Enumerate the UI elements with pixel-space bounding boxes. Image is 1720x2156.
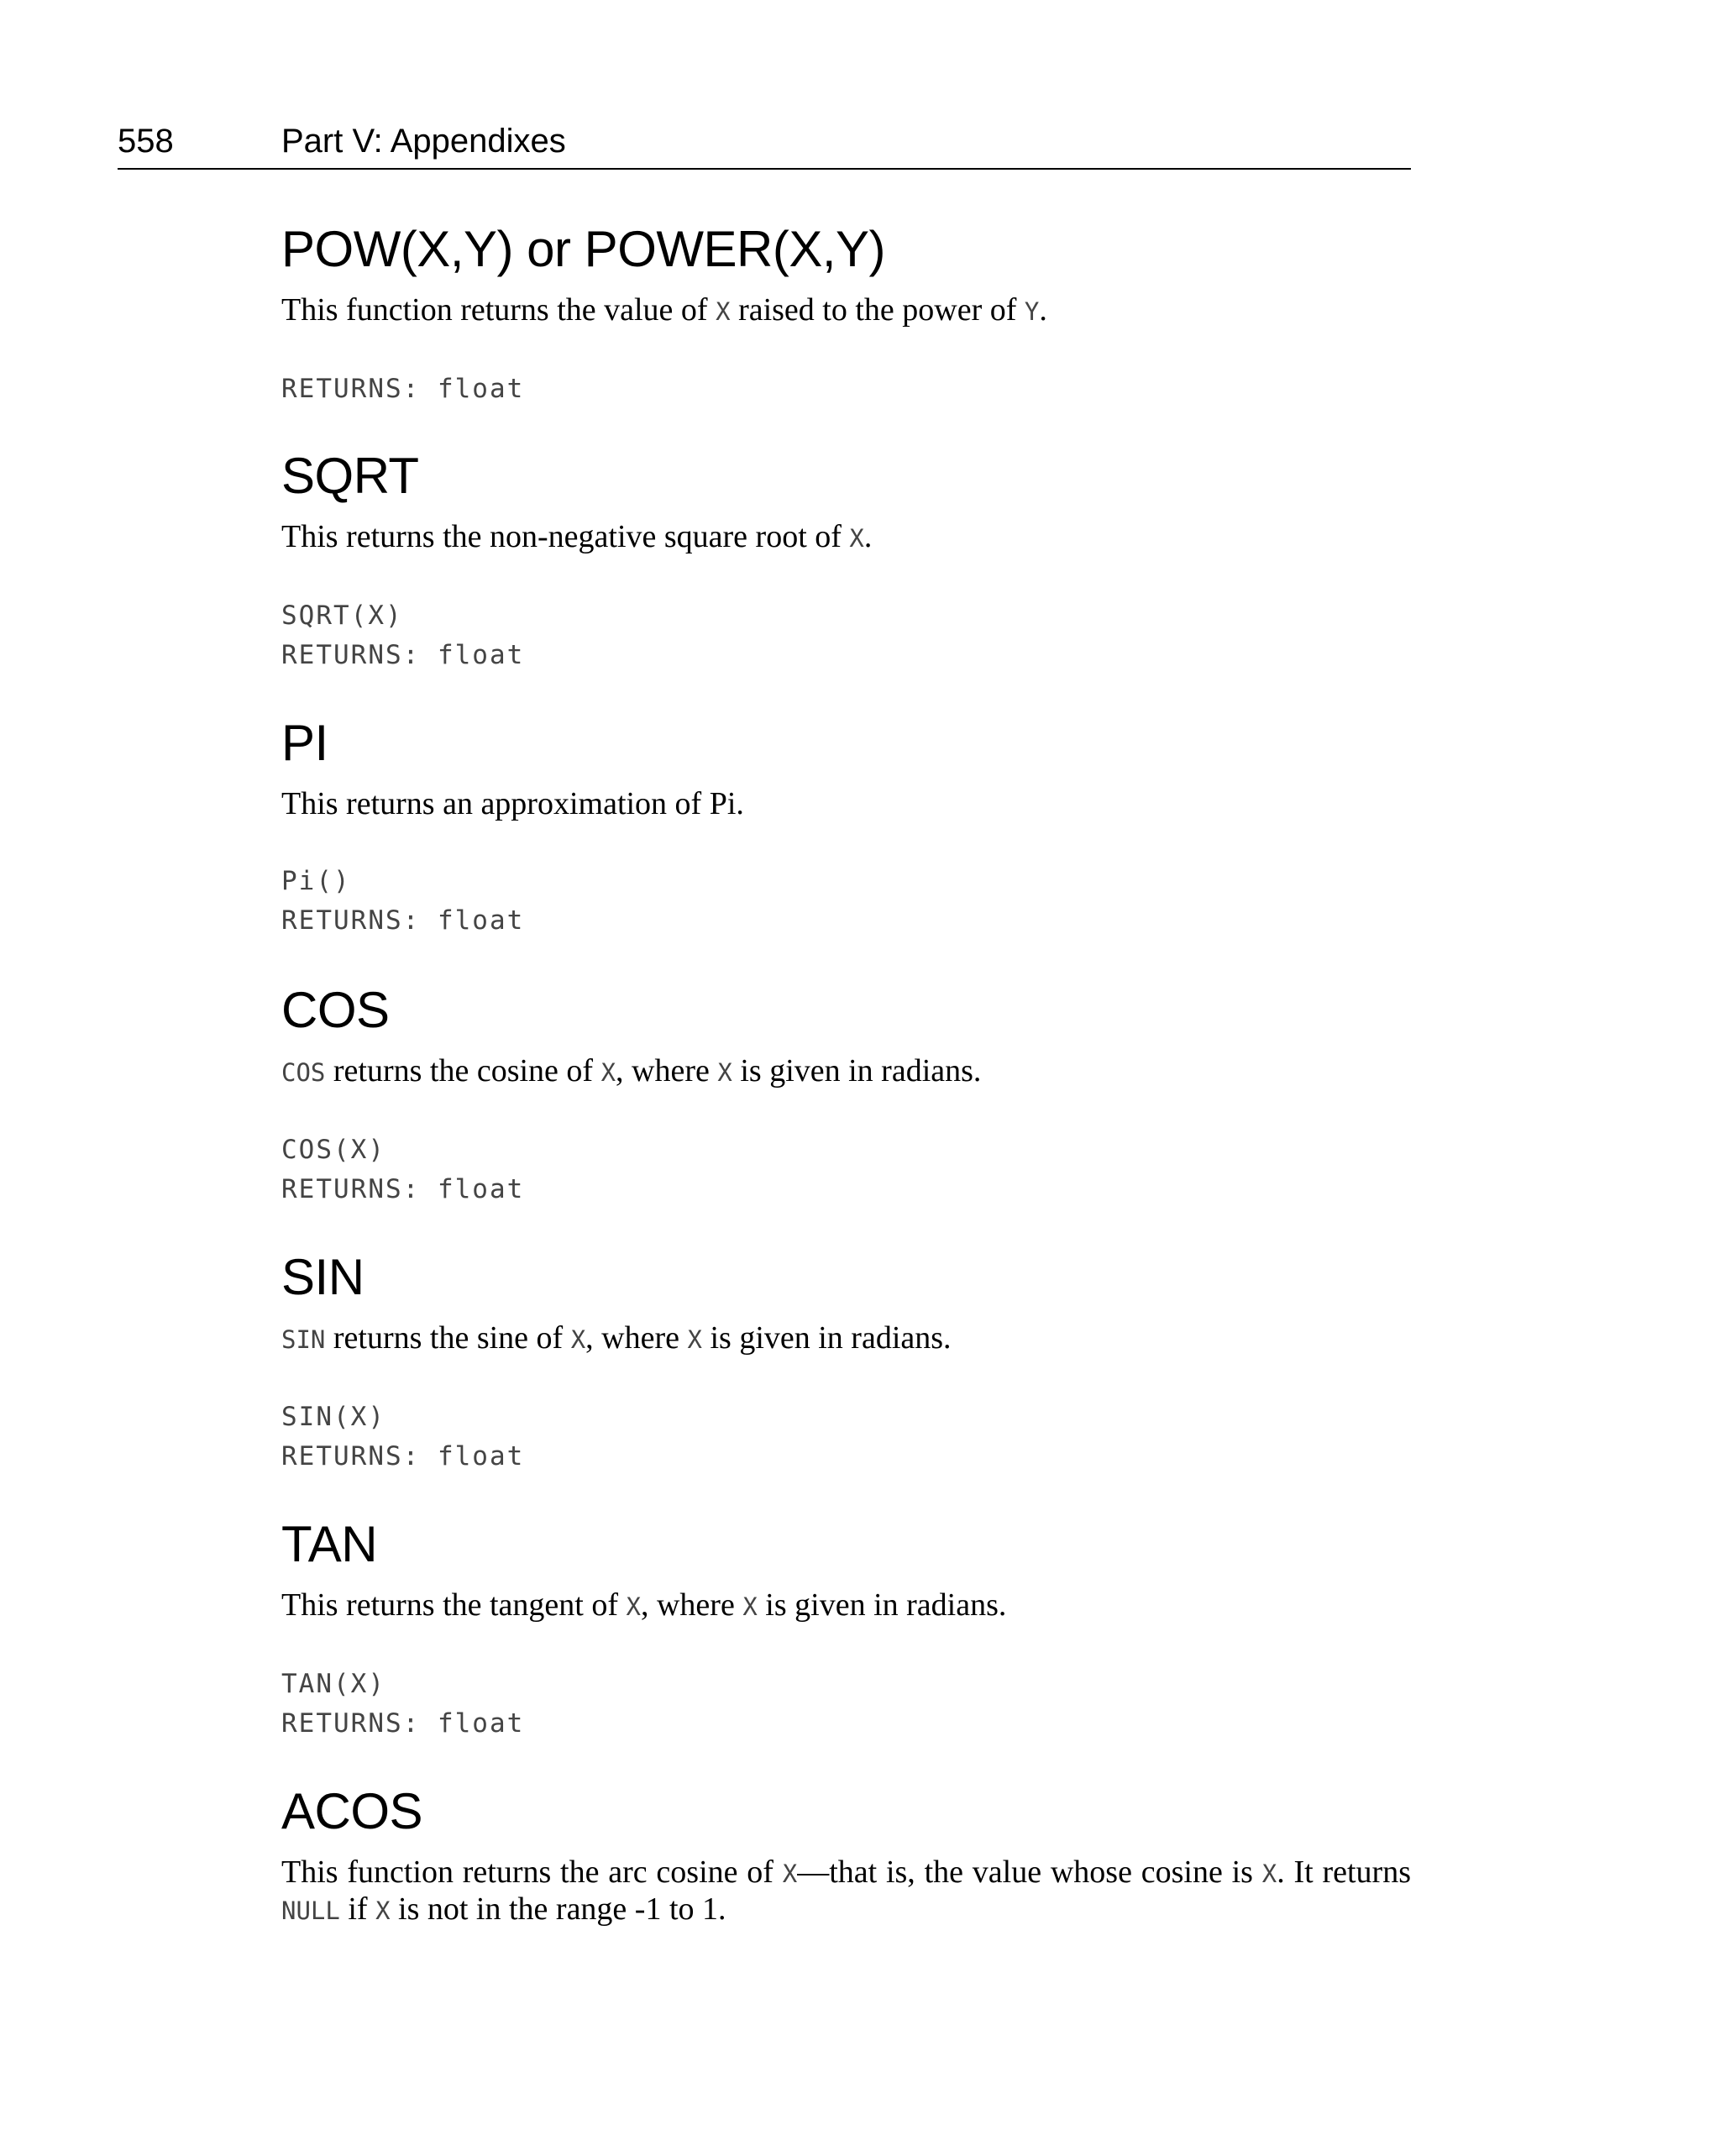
inline-code: SIN xyxy=(281,1325,326,1354)
section-title: COS xyxy=(281,982,390,1038)
code-line: RETURNS: float xyxy=(281,1441,525,1471)
section-description xyxy=(281,1854,1411,1928)
inline-code: COS xyxy=(281,1058,326,1087)
description-text: This function returns the value of xyxy=(281,292,716,328)
code-block xyxy=(281,1130,1411,1209)
code-line: SIN(X) xyxy=(281,1402,385,1432)
code-line: SQRT(X) xyxy=(281,601,403,631)
code-line: Pi() xyxy=(281,866,351,896)
inline-code: X xyxy=(626,1592,641,1621)
running-title: Part V: Appendixes xyxy=(281,123,566,160)
section-title: SIN xyxy=(281,1249,364,1305)
section-tan xyxy=(281,1515,1411,1772)
section-pow xyxy=(281,220,1411,438)
section-sin xyxy=(281,1248,1411,1505)
section-acos xyxy=(281,1782,1411,1969)
description-text: returns the sine of xyxy=(325,1320,571,1356)
description-text: This returns an approximation of Pi. xyxy=(281,786,744,821)
code-line: RETURNS: float xyxy=(281,640,525,670)
section-title: PI xyxy=(281,715,328,771)
description-text: is given in radians. xyxy=(701,1320,952,1356)
code-line: RETURNS: float xyxy=(281,374,525,404)
code-block xyxy=(281,862,1411,941)
inline-code: X xyxy=(375,1896,391,1925)
inline-code: X xyxy=(1261,1860,1277,1888)
description-text: This returns the tangent of xyxy=(281,1587,627,1623)
section-description xyxy=(281,292,1411,329)
inline-code: X xyxy=(849,524,864,553)
code-line: RETURNS: float xyxy=(281,1174,525,1204)
description-text: . xyxy=(863,519,873,554)
inline-code: X xyxy=(717,1058,732,1087)
code-block xyxy=(281,1398,1411,1477)
code-line: RETURNS: float xyxy=(281,905,525,936)
code-line: COS(X) xyxy=(281,1135,385,1165)
code-line: RETURNS: float xyxy=(281,1708,525,1739)
inline-code: NULL xyxy=(281,1896,340,1925)
description-text: —that is, the value whose cosine is xyxy=(797,1854,1262,1890)
description-text: . xyxy=(1039,292,1047,328)
description-text: . It returns xyxy=(1277,1854,1411,1890)
code-block xyxy=(281,596,1411,675)
code-line: TAN(X) xyxy=(281,1669,385,1699)
section-pi xyxy=(281,714,1411,969)
description-text: is given in radians. xyxy=(757,1587,1007,1623)
page-header xyxy=(118,118,1411,170)
description-text: , where xyxy=(640,1587,743,1623)
section-description xyxy=(281,1320,1411,1357)
code-block xyxy=(281,370,1411,409)
description-text: This returns the non-negative square root of xyxy=(281,519,850,554)
inline-code: X xyxy=(782,1860,798,1888)
section-title: ACOS xyxy=(281,1783,423,1839)
section-description xyxy=(281,1587,1411,1624)
description-text: This function returns the arc cosine of xyxy=(281,1854,783,1890)
description-text: , where xyxy=(585,1320,688,1356)
inline-code: Y xyxy=(1024,297,1040,326)
inline-code: X xyxy=(687,1325,702,1354)
section-description xyxy=(281,519,1411,556)
page-number: 558 xyxy=(118,123,174,160)
inline-code: X xyxy=(600,1058,616,1087)
description-text: raised to the power of xyxy=(730,292,1025,328)
description-text: if xyxy=(339,1891,376,1927)
description-text: returns the cosine of xyxy=(325,1053,601,1088)
description-text: is given in radians. xyxy=(732,1053,982,1088)
description-text: is not in the range -1 to 1. xyxy=(390,1891,726,1927)
code-block xyxy=(281,1665,1411,1744)
inline-code: X xyxy=(570,1325,586,1354)
section-description xyxy=(281,786,1411,821)
section-description xyxy=(281,1053,1411,1090)
section-title: SQRT xyxy=(281,448,419,504)
inline-code: X xyxy=(742,1592,758,1621)
section-title: TAN xyxy=(281,1516,378,1572)
section-title: POW(X,Y) or POWER(X,Y) xyxy=(281,221,886,277)
description-text: , where xyxy=(616,1053,718,1088)
section-cos xyxy=(281,981,1411,1238)
inline-code: X xyxy=(716,297,731,326)
section-sqrt xyxy=(281,447,1411,704)
